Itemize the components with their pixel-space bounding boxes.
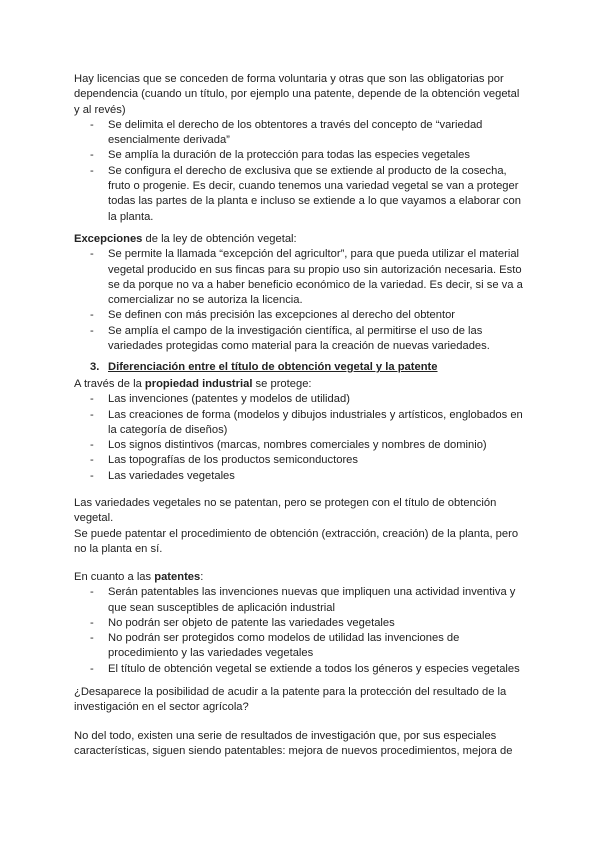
- answer-block: [74, 729, 526, 760]
- list-item: - Se configura el derecho de exclusiva que se extiende al producto de la cosecha, fruto o progenie. Es decir, cuando tenemos una variedad vegetal se van a proteger todas las partes de la planta e incluso se extiende a lo que vayamos a elaborar con la planta.: [74, 164, 526, 225]
- excepciones-bold: Excepciones: [74, 233, 143, 245]
- patentes-section: [74, 570, 526, 677]
- excepciones-list: [74, 247, 526, 354]
- question-block: [74, 685, 526, 716]
- patentes-list: [74, 585, 526, 677]
- propiedad-bold: propiedad industrial: [144, 378, 253, 390]
- list-item: - Se permite la llamada “excepción del agricultor”, para que pueda utilizar el material vegetal producido en sus fincas para su propio uso sin autorización necesaria. Esto se da porque no va a haber beneficio económico de la variedad. Es decir, si se va a comercializar no se autoriza la licencia.: [74, 247, 526, 308]
- patentes-bold: patentes: [154, 571, 201, 583]
- patentes-intro: [74, 570, 526, 585]
- list-item: - El título de obtención vegetal se extiende a todos los géneros y especies vegetales: [74, 662, 526, 677]
- excepciones-section: [74, 232, 526, 354]
- list-item: - Se delimita el derecho de los obtentores a través del concepto de “variedad esencialmente derivada”: [74, 118, 526, 149]
- list-item: - Las variedades vegetales: [74, 469, 526, 484]
- propiedad-list: [74, 392, 526, 484]
- intro-paragraph: Hay licencias que se conceden de forma voluntaria y otras que son las obligatorias por dependencia (cuando un título, por ejemplo una patente, depende de la obtención vegetal y al revés): [74, 73, 520, 116]
- propiedad-section: [74, 377, 526, 484]
- list-item: - Las invenciones (patentes y modelos de utilidad): [74, 392, 526, 407]
- section-number: 3.: [90, 361, 100, 373]
- propiedad-post: se protege:: [252, 378, 312, 390]
- list-item: - Se amplía el campo de la investigación científica, al permitirse el uso de las variedades protegidas como material para la creación de nuevas variedades.: [74, 324, 526, 355]
- excepciones-heading: [74, 232, 526, 247]
- list-item: - Serán patentables las invenciones nuevas que impliquen una actividad inventiva y que sean susceptibles de aplicación industrial: [74, 585, 526, 616]
- paragraph-variedades: Las variedades vegetales no se patentan, pero se protegen con el título de obtención vegetal.: [74, 497, 497, 525]
- excepciones-rest: de la ley de obtención vegetal:: [142, 233, 297, 245]
- paragraph-procedimiento: Se puede patentar el procedimiento de obtención (extracción, creación) de la planta, pero no la planta en sí.: [74, 527, 519, 555]
- section-title: Diferenciación entre el título de obtención vegetal y la patente: [108, 361, 438, 373]
- patentes-post: :: [200, 571, 204, 583]
- list-item: - No podrán ser objeto de patente las variedades vegetales: [74, 616, 526, 631]
- section-heading: [90, 360, 518, 375]
- intro-list: [74, 118, 526, 225]
- paragraph-block: [74, 496, 526, 557]
- list-item: - Se amplía la duración de la protección para todas las especies vegetales: [74, 148, 526, 163]
- list-item: - No podrán ser protegidos como modelos de utilidad las invenciones de procedimiento y las variedades vegetales: [74, 631, 526, 662]
- question-paragraph: ¿Desaparece la posibilidad de acudir a la patente para la protección del resultado de la investigación en el sector agrícola?: [74, 686, 507, 714]
- propiedad-intro: [74, 377, 526, 392]
- patentes-pre: En cuanto a las: [74, 571, 155, 583]
- answer-paragraph: No del todo, existen una serie de resultados de investigación que, por sus especiales características, siguen siendo patentables: mejora de nuevos procedimientos, mejora de: [74, 730, 513, 758]
- list-item: - Las topografías de los productos semiconductores: [74, 453, 526, 468]
- list-item: - Los signos distintivos (marcas, nombres comerciales y nombres de dominio): [74, 438, 526, 453]
- propiedad-pre: A través de la: [74, 378, 145, 390]
- list-item: - Se definen con más precisión las excepciones al derecho del obtentor: [74, 308, 526, 323]
- list-item: - Las creaciones de forma (modelos y dibujos industriales y artísticos, englobados en la categoría de diseños): [74, 408, 526, 439]
- intro-section: [74, 72, 526, 225]
